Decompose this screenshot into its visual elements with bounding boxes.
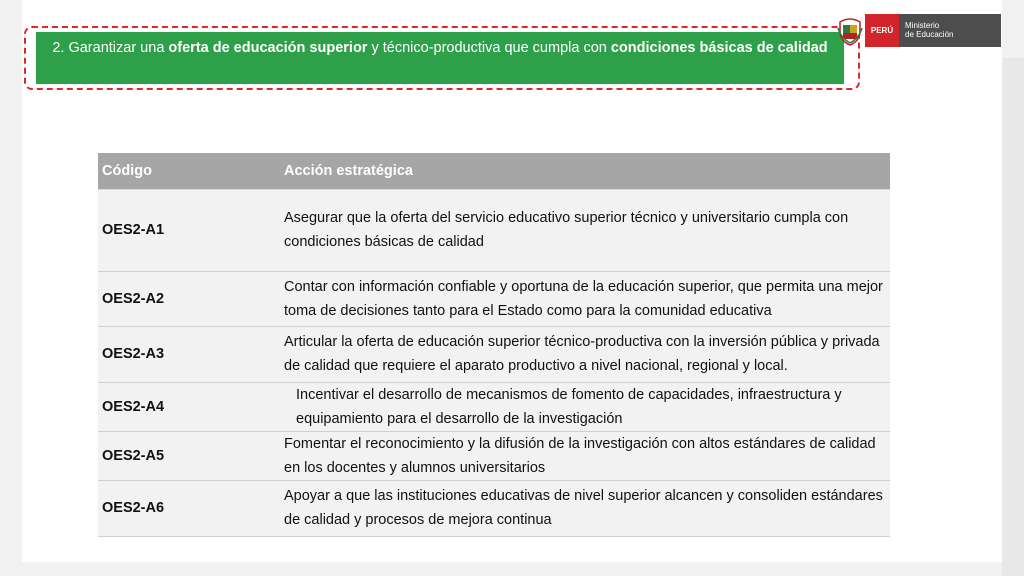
row-action: Apoyar a que las instituciones educativas de nivel superior alcancen y consoliden estándares de calidad y procesos de mejora continua bbox=[254, 480, 890, 536]
minedu-logo bbox=[835, 14, 1001, 47]
coat-of-arms-icon bbox=[835, 14, 865, 47]
table-row bbox=[98, 189, 890, 271]
row-code: OES2-A2 bbox=[98, 271, 254, 326]
slide-title bbox=[36, 32, 844, 84]
row-code: OES2-A5 bbox=[98, 431, 254, 480]
ministry-line-2: de Educación bbox=[905, 30, 954, 39]
row-code: OES2-A3 bbox=[98, 326, 254, 382]
header-code: Código bbox=[98, 153, 254, 189]
title-bold-1: oferta de educación superior bbox=[168, 40, 368, 56]
table-header-row bbox=[98, 153, 890, 189]
table-row bbox=[98, 326, 890, 382]
row-code: OES2-A6 bbox=[98, 480, 254, 536]
row-action: Asegurar que la oferta del servicio educativo superior técnico y universitario cumpla con condiciones básicas de calidad bbox=[254, 189, 890, 271]
strategic-actions-table bbox=[98, 153, 890, 537]
row-code: OES2-A4 bbox=[98, 382, 254, 431]
row-code: OES2-A1 bbox=[98, 189, 254, 271]
row-action: Contar con información confiable y oportuna de la educación superior, que permita una mejor toma de decisiones tanto para el Estado como para la comunidad educativa bbox=[254, 271, 890, 326]
title-prefix: 2. Garantizar una bbox=[52, 40, 169, 56]
title-middle: y técnico-productiva que cumpla con bbox=[367, 40, 611, 56]
ministry-line-1: Ministerio bbox=[905, 21, 940, 30]
ministry-label bbox=[899, 14, 1001, 47]
header-action: Acción estratégica bbox=[254, 153, 890, 189]
row-action: Fomentar el reconocimiento y la difusión de la investigación con altos estándares de calidad en los docentes y alumnos universitarios bbox=[254, 431, 890, 480]
slide-shadow bbox=[1002, 58, 1024, 576]
title-bold-2: condiciones básicas de calidad bbox=[610, 40, 828, 56]
table-row bbox=[98, 431, 890, 480]
row-action: Incentivar el desarrollo de mecanismos de fomento de capacidades, infraestructura y equipamiento para el desarrollo de la investigación bbox=[254, 382, 890, 431]
table-row bbox=[98, 271, 890, 326]
peru-label: PERÚ bbox=[865, 14, 899, 47]
table-row bbox=[98, 480, 890, 536]
table-row bbox=[98, 382, 890, 431]
row-action: Articular la oferta de educación superior técnico-productiva con la inversión pública y privada de calidad que requiere el aparato productivo a nivel nacional, regional y local. bbox=[254, 326, 890, 382]
